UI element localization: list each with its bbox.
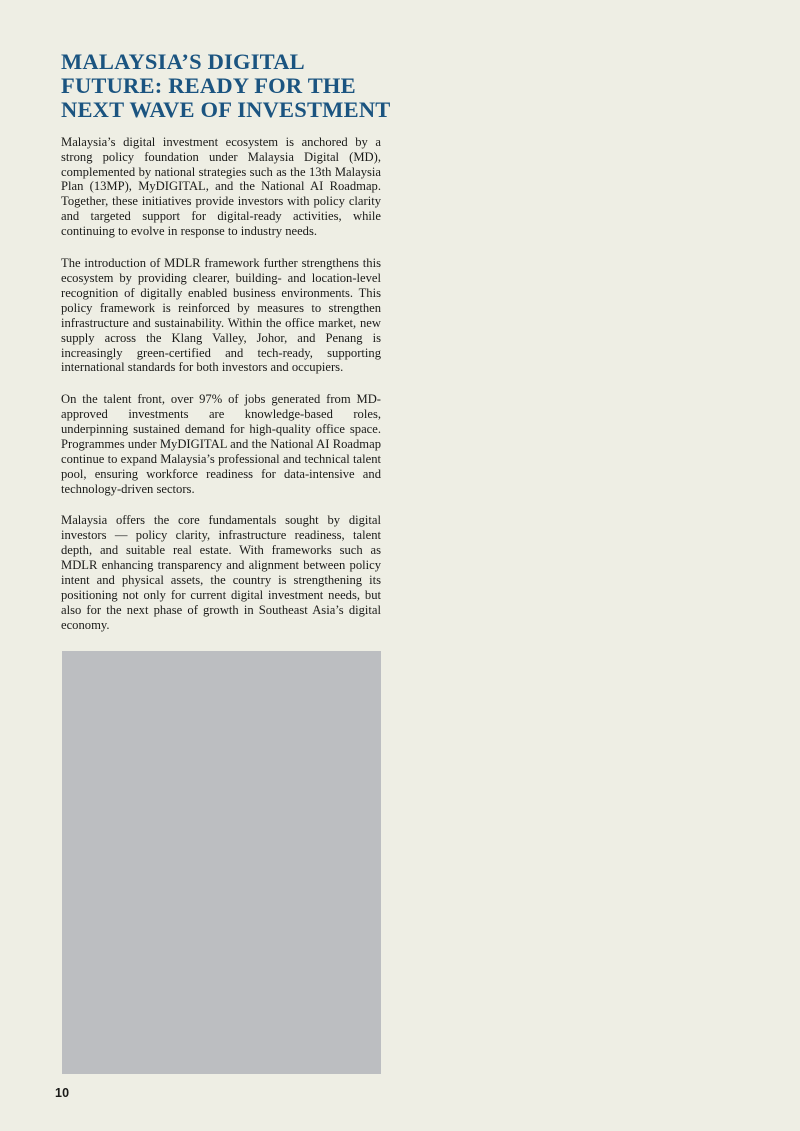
page-title-line-1: MALAYSIA’S DIGITAL — [61, 49, 305, 74]
page-number: 10 — [55, 1086, 70, 1100]
article-content-column — [61, 49, 391, 633]
body-paragraph-2: The introduction of MDLR framework further strengthens this ecosystem by providing clearer, building- and location-level recognition of digitally enabled business environments. This policy framework is reinforced by measures to strengthen infrastructure and sustainability. Within the office market, new supply across the Klang Valley, Johor, and Penang is increasingly green-certified and tech-ready, supporting international standards for both investors and occupiers. — [61, 255, 381, 375]
figure-image-placeholder — [62, 651, 381, 1074]
body-paragraph-3: On the talent front, over 97% of jobs generated from MD-approved investments are knowledge-based roles, underpinning sustained demand for high-quality office space. Programmes under MyDIGITAL and the National AI Roadmap continue to expand Malaysia’s professional and technical talent pool, ensuring workforce readiness for data-intensive and technology-driven sectors. — [61, 391, 381, 496]
body-paragraph-1: Malaysia’s digital investment ecosystem is anchored by a strong policy foundation under Malaysia Digital (MD), complemented by national strategies such as the 13th Malaysia Plan (13MP), MyDIGITAL, and the National AI Roadmap. Together, these initiatives provide investors with policy clarity and targeted support for digital-ready activities, while continuing to evolve in response to industry needs. — [61, 134, 381, 239]
page-title — [61, 49, 391, 123]
body-paragraph-4: Malaysia offers the core fundamentals sought by digital investors — policy clarity, infrastructure readiness, talent depth, and suitable real estate. With frameworks such as MDLR enhancing transparency and alignment between policy intent and physical assets, the country is strengthening its positioning not only for current digital investment needs, but also for the next phase of growth in Southeast Asia’s digital economy. — [61, 513, 381, 632]
page-title-line-2: FUTURE: READY FOR THE — [61, 73, 356, 99]
page-title-line-3: NEXT WAVE OF INVESTMENT — [61, 97, 391, 123]
